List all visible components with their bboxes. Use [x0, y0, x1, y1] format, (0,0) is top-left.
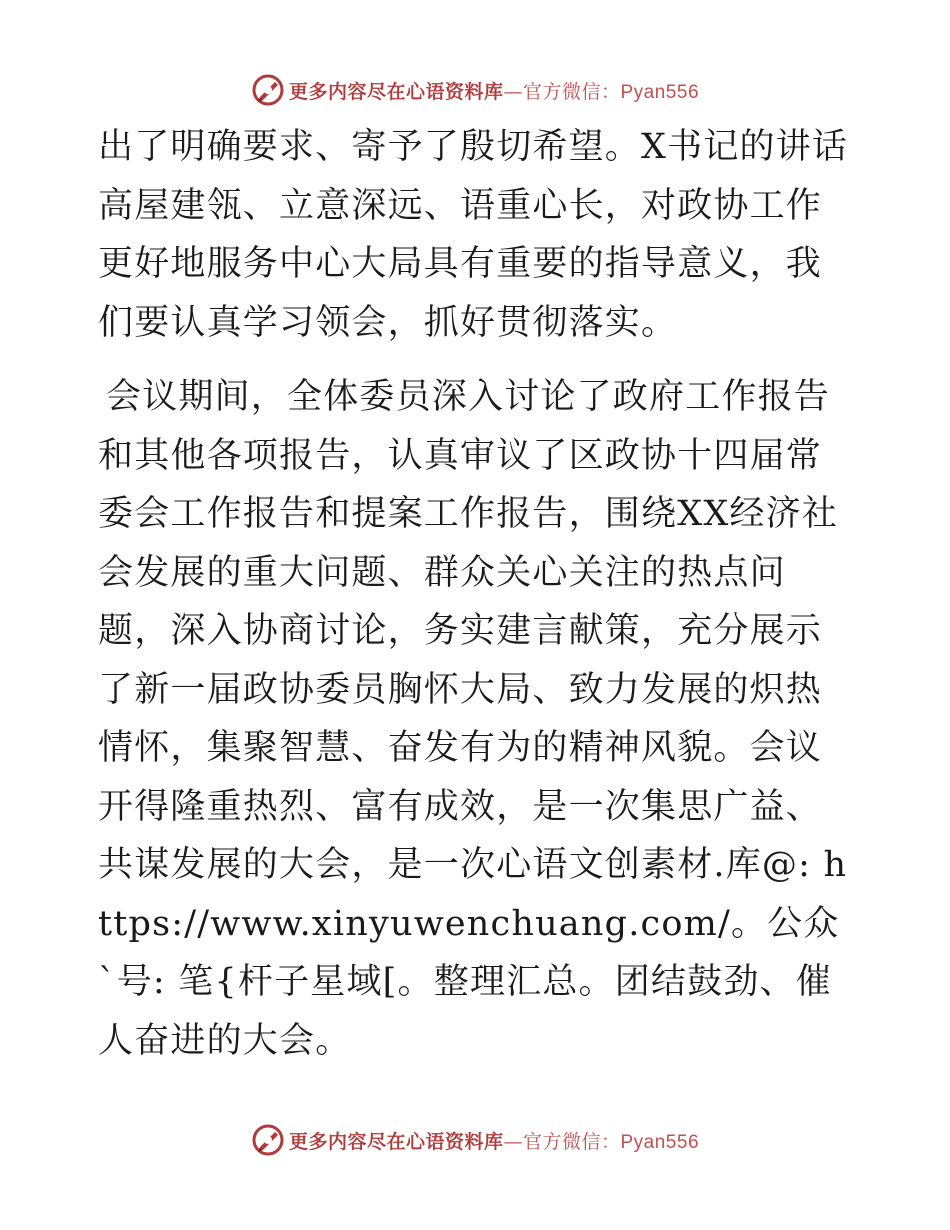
paragraph-2: 会议期间，全体委员深入讨论了政府工作报告和其他各项报告，认真审议了区政协十四届常委会工作报告和提案工作报告，围绕XX经济社会发展的重大问题、群众关心关注的热点问题，深入协商讨论，务实建言献策，充分展示了新一届政协委员胸怀大局、致力发展的炽热情怀，集聚智慧、奋发有为的精神风貌。会议开得隆重热烈、富有成效，是一次集思广益、共谋发展的大会，是一次心语文创素材.库@: https://www.xinyuwenchuang.com/。公众`号: 笔{杆子星域[。整理汇总。团结鼓劲、催人奋进的大会。 — [98, 377, 848, 1061]
banner-wechat-label: 官方微信： — [522, 1130, 621, 1153]
banner-account: Pyan556 — [620, 81, 700, 103]
banner-text — [289, 1127, 699, 1154]
banner-account: Pyan556 — [620, 1131, 700, 1153]
banner-site-text: 更多内容尽在心语资料库 — [288, 80, 504, 103]
logo-icon — [251, 73, 285, 107]
document-body — [98, 118, 858, 1070]
footer-banner-inner — [251, 1123, 699, 1157]
banner-dash: — — [503, 80, 523, 103]
footer-banner — [0, 1120, 950, 1160]
header-banner-inner — [251, 73, 699, 107]
logo-icon — [251, 1123, 285, 1157]
header-banner — [0, 70, 950, 110]
banner-dash: — — [503, 1130, 523, 1153]
banner-wechat-label: 官方微信： — [522, 80, 621, 103]
banner-text — [289, 77, 699, 104]
banner-site-text: 更多内容尽在心语资料库 — [288, 1130, 504, 1153]
paragraph-1: 出了明确要求、寄予了殷切希望。X书记的讲话高屋建瓴、立意深远、语重心长，对政协工作更好地服务中心大局具有重要的指导意义，我们要认真学习领会，抓好贯彻落实。 — [98, 127, 849, 343]
